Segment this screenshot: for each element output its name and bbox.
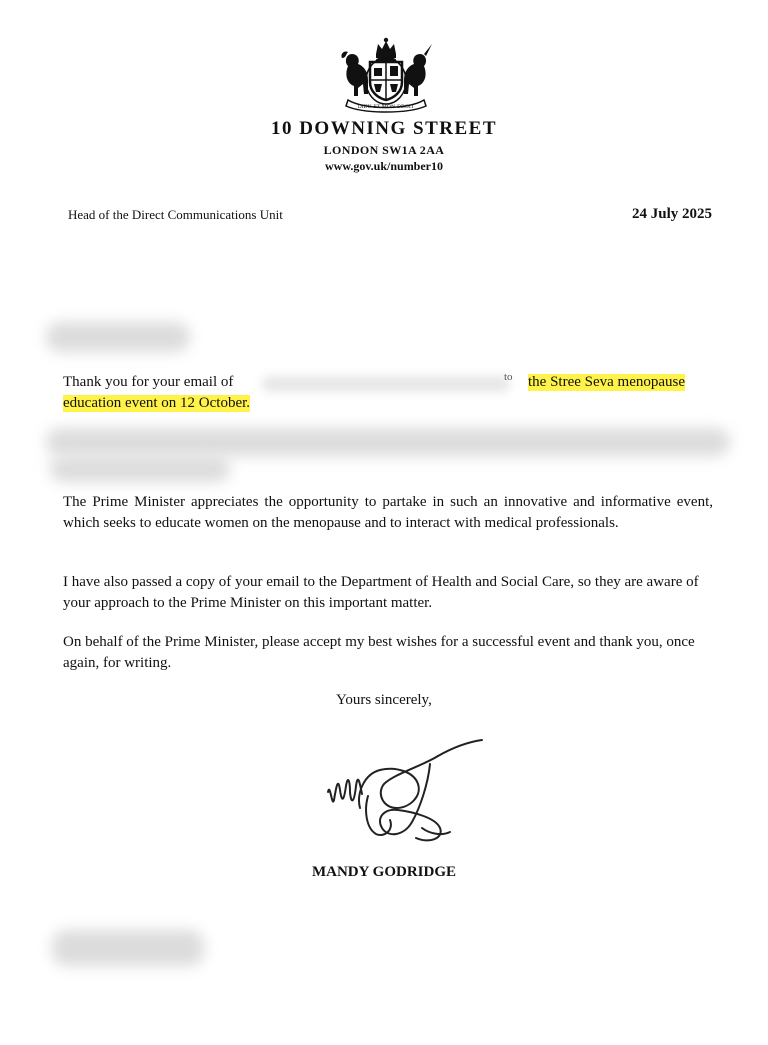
closing-salutation: Yours sincerely, [336, 692, 432, 708]
crest-motto: DIEU ET MON DROIT [357, 104, 415, 110]
highlighted-event-date: education event on 12 October. [63, 395, 251, 411]
redacted-body-line [46, 428, 730, 456]
letterhead-address-street: 10 DOWNING STREET [270, 118, 498, 139]
redacted-body-line [50, 456, 230, 482]
body-paragraph-4: On behalf of the Prime Minister, please accept my best wishes for a successful event and thank you, once again, for writing. [63, 634, 695, 671]
body-paragraph-1-remnant: to [504, 371, 513, 383]
redacted-reference [52, 930, 204, 966]
handwritten-signature [318, 734, 494, 850]
letterhead-website: www.gov.uk/number10 [324, 159, 444, 173]
body-paragraph-3: I have also passed a copy of your email to the Department of Health and Social Care, so they are aware of your approach to the Prime Minister on this important matter. [63, 574, 699, 611]
royal-coat-of-arms-logo [334, 36, 438, 114]
letter-date: 24 July 2025 [631, 206, 712, 222]
letterhead-address-postcode: LONDON SW1A 2AA [323, 143, 445, 157]
body-paragraph-2: The Prime Minister appreciates the opportunity to partake in such an innovative and informative event, which seeks to educate women on the menopause and to interact with medical professionals. [63, 494, 713, 531]
body-paragraph-1-start: Thank you for your email of [63, 374, 234, 390]
highlighted-event-text: the Stree Seva menopause [528, 374, 686, 390]
redacted-email-details [262, 376, 510, 392]
sender-role: Head of the Direct Communications Unit [68, 207, 283, 222]
signatory-name: MANDY GODRIDGE [311, 864, 457, 880]
redacted-recipient-address [46, 322, 190, 352]
